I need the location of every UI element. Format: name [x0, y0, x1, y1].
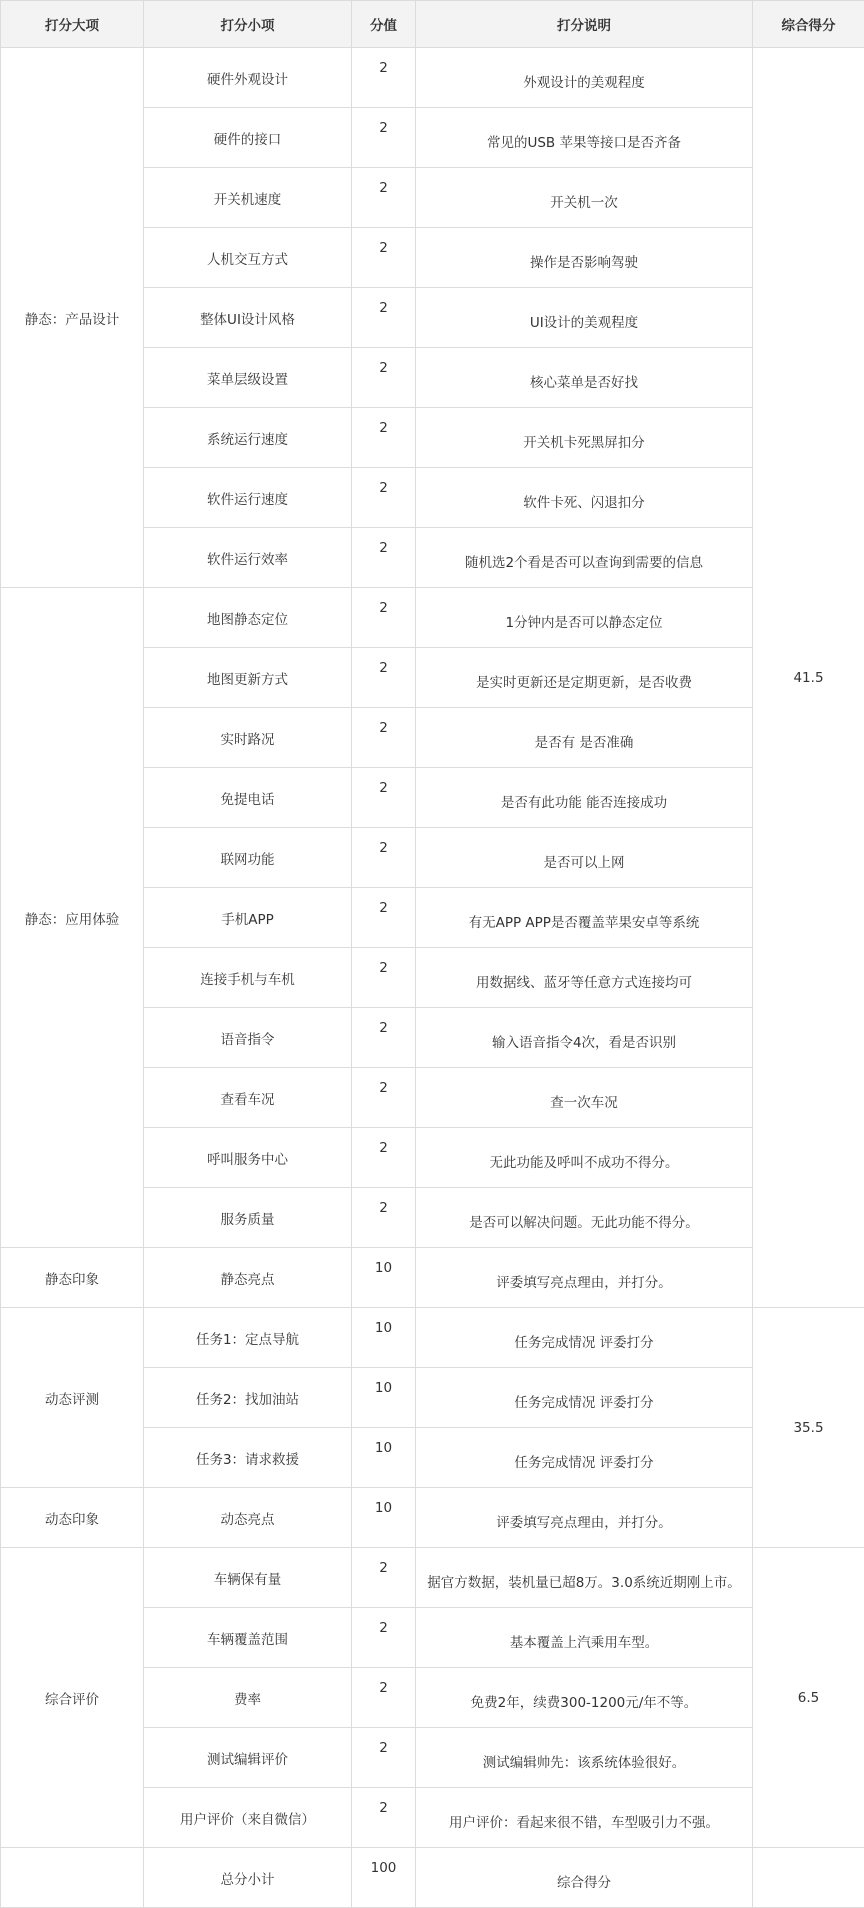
score-cell: 2: [352, 468, 416, 528]
header-category: 打分大项: [1, 1, 144, 48]
description-cell: UI设计的美观程度: [416, 288, 753, 348]
score-cell: 10: [352, 1368, 416, 1428]
description-cell: 操作是否影响驾驶: [416, 228, 753, 288]
score-cell: 2: [352, 1668, 416, 1728]
score-cell: 2: [352, 948, 416, 1008]
header-score: 分值: [352, 1, 416, 48]
description-cell: 输入语音指令4次，看是否识别: [416, 1008, 753, 1068]
description-cell: 有无APP APP是否覆盖苹果安卓等系统: [416, 888, 753, 948]
header-row: [1, 1, 864, 48]
item-cell: 查看车况: [144, 1068, 352, 1128]
score-cell: 2: [352, 828, 416, 888]
description-cell: 据官方数据，装机量已超8万。3.0系统近期刚上市。: [416, 1548, 753, 1608]
score-cell: 2: [352, 108, 416, 168]
item-cell: 整体UI设计风格: [144, 288, 352, 348]
score-cell: 2: [352, 348, 416, 408]
score-cell: 2: [352, 648, 416, 708]
score-cell: 2: [352, 1128, 416, 1188]
description-cell: 是实时更新还是定期更新，是否收费: [416, 648, 753, 708]
description-cell: 常见的USB 苹果等接口是否齐备: [416, 108, 753, 168]
description-cell: 核心菜单是否好找: [416, 348, 753, 408]
item-cell: 呼叫服务中心: [144, 1128, 352, 1188]
description-cell: 开关机一次: [416, 168, 753, 228]
item-cell: 测试编辑评价: [144, 1728, 352, 1788]
score-cell: 2: [352, 1068, 416, 1128]
category-cell: 静态：应用体验: [1, 588, 144, 1248]
item-cell: 服务质量: [144, 1188, 352, 1248]
score-cell: 10: [352, 1488, 416, 1548]
item-cell: 任务1：定点导航: [144, 1308, 352, 1368]
score-cell: 2: [352, 588, 416, 648]
score-cell: 2: [352, 528, 416, 588]
item-cell: 费率: [144, 1668, 352, 1728]
item-cell: 实时路况: [144, 708, 352, 768]
description-cell: 软件卡死、闪退扣分: [416, 468, 753, 528]
score-cell: 2: [352, 228, 416, 288]
item-cell: 地图更新方式: [144, 648, 352, 708]
item-cell: 硬件外观设计: [144, 48, 352, 108]
score-cell: 2: [352, 48, 416, 108]
table-row: [1, 48, 864, 108]
description-cell: 任务完成情况 评委打分: [416, 1428, 753, 1488]
item-cell: 车辆保有量: [144, 1548, 352, 1608]
table-row: [1, 588, 864, 648]
description-cell: 随机选2个看是否可以查询到需要的信息: [416, 528, 753, 588]
category-cell: 动态评测: [1, 1308, 144, 1488]
item-cell: 用户评价（来自微信）: [144, 1788, 352, 1848]
item-cell: 手机APP: [144, 888, 352, 948]
item-cell: 总分小计: [144, 1848, 352, 1908]
total-cell: [753, 1848, 864, 1908]
item-cell: 人机交互方式: [144, 228, 352, 288]
score-cell: 2: [352, 888, 416, 948]
item-cell: 系统运行速度: [144, 408, 352, 468]
description-cell: 开关机卡死黑屏扣分: [416, 408, 753, 468]
description-cell: 无此功能及呼叫不成功不得分。: [416, 1128, 753, 1188]
item-cell: 动态亮点: [144, 1488, 352, 1548]
description-cell: 是否可以解决问题。无此功能不得分。: [416, 1188, 753, 1248]
description-cell: 基本覆盖上汽乘用车型。: [416, 1608, 753, 1668]
total-cell: 41.5: [753, 48, 864, 1308]
table-row: [1, 1848, 864, 1908]
score-cell: 2: [352, 1788, 416, 1848]
item-cell: 开关机速度: [144, 168, 352, 228]
item-cell: 任务2：找加油站: [144, 1368, 352, 1428]
table-row: [1, 1488, 864, 1548]
total-cell: 35.5: [753, 1308, 864, 1548]
score-cell: 10: [352, 1308, 416, 1368]
item-cell: 菜单层级设置: [144, 348, 352, 408]
description-cell: 是否有 是否准确: [416, 708, 753, 768]
category-cell: 静态印象: [1, 1248, 144, 1308]
score-cell: 100: [352, 1848, 416, 1908]
item-cell: 软件运行速度: [144, 468, 352, 528]
description-cell: 综合得分: [416, 1848, 753, 1908]
item-cell: 软件运行效率: [144, 528, 352, 588]
score-cell: 10: [352, 1428, 416, 1488]
description-cell: 评委填写亮点理由，并打分。: [416, 1488, 753, 1548]
score-cell: 2: [352, 1728, 416, 1788]
item-cell: 连接手机与车机: [144, 948, 352, 1008]
score-cell: 10: [352, 1248, 416, 1308]
score-cell: 2: [352, 1608, 416, 1668]
table-row: [1, 1308, 864, 1368]
score-cell: 2: [352, 1008, 416, 1068]
description-cell: 免费2年，续费300-1200元/年不等。: [416, 1668, 753, 1728]
header-item: 打分小项: [144, 1, 352, 48]
category-cell: 综合评价: [1, 1548, 144, 1848]
score-cell: 2: [352, 708, 416, 768]
score-cell: 2: [352, 408, 416, 468]
score-cell: 2: [352, 168, 416, 228]
score-cell: 2: [352, 1188, 416, 1248]
table-row: [1, 1248, 864, 1308]
description-cell: 任务完成情况 评委打分: [416, 1368, 753, 1428]
description-cell: 用数据线、蓝牙等任意方式连接均可: [416, 948, 753, 1008]
item-cell: 硬件的接口: [144, 108, 352, 168]
score-cell: 2: [352, 768, 416, 828]
item-cell: 免提电话: [144, 768, 352, 828]
header-total: 综合得分: [753, 1, 864, 48]
description-cell: 是否可以上网: [416, 828, 753, 888]
description-cell: 评委填写亮点理由，并打分。: [416, 1248, 753, 1308]
item-cell: 车辆覆盖范围: [144, 1608, 352, 1668]
description-cell: 用户评价：看起来很不错，车型吸引力不强。: [416, 1788, 753, 1848]
total-cell: 6.5: [753, 1548, 864, 1848]
description-cell: 测试编辑帅先：该系统体验很好。: [416, 1728, 753, 1788]
category-cell: 动态印象: [1, 1488, 144, 1548]
category-cell: 静态：产品设计: [1, 48, 144, 588]
table-body: [1, 48, 864, 1908]
description-cell: 外观设计的美观程度: [416, 48, 753, 108]
description-cell: 查一次车况: [416, 1068, 753, 1128]
description-cell: 任务完成情况 评委打分: [416, 1308, 753, 1368]
score-cell: 2: [352, 288, 416, 348]
item-cell: 静态亮点: [144, 1248, 352, 1308]
item-cell: 地图静态定位: [144, 588, 352, 648]
description-cell: 1分钟内是否可以静态定位: [416, 588, 753, 648]
description-cell: 是否有此功能 能否连接成功: [416, 768, 753, 828]
header-description: 打分说明: [416, 1, 753, 48]
category-cell: [1, 1848, 144, 1908]
item-cell: 语音指令: [144, 1008, 352, 1068]
item-cell: 任务3：请求救援: [144, 1428, 352, 1488]
score-cell: 2: [352, 1548, 416, 1608]
table-row: [1, 1548, 864, 1608]
item-cell: 联网功能: [144, 828, 352, 888]
